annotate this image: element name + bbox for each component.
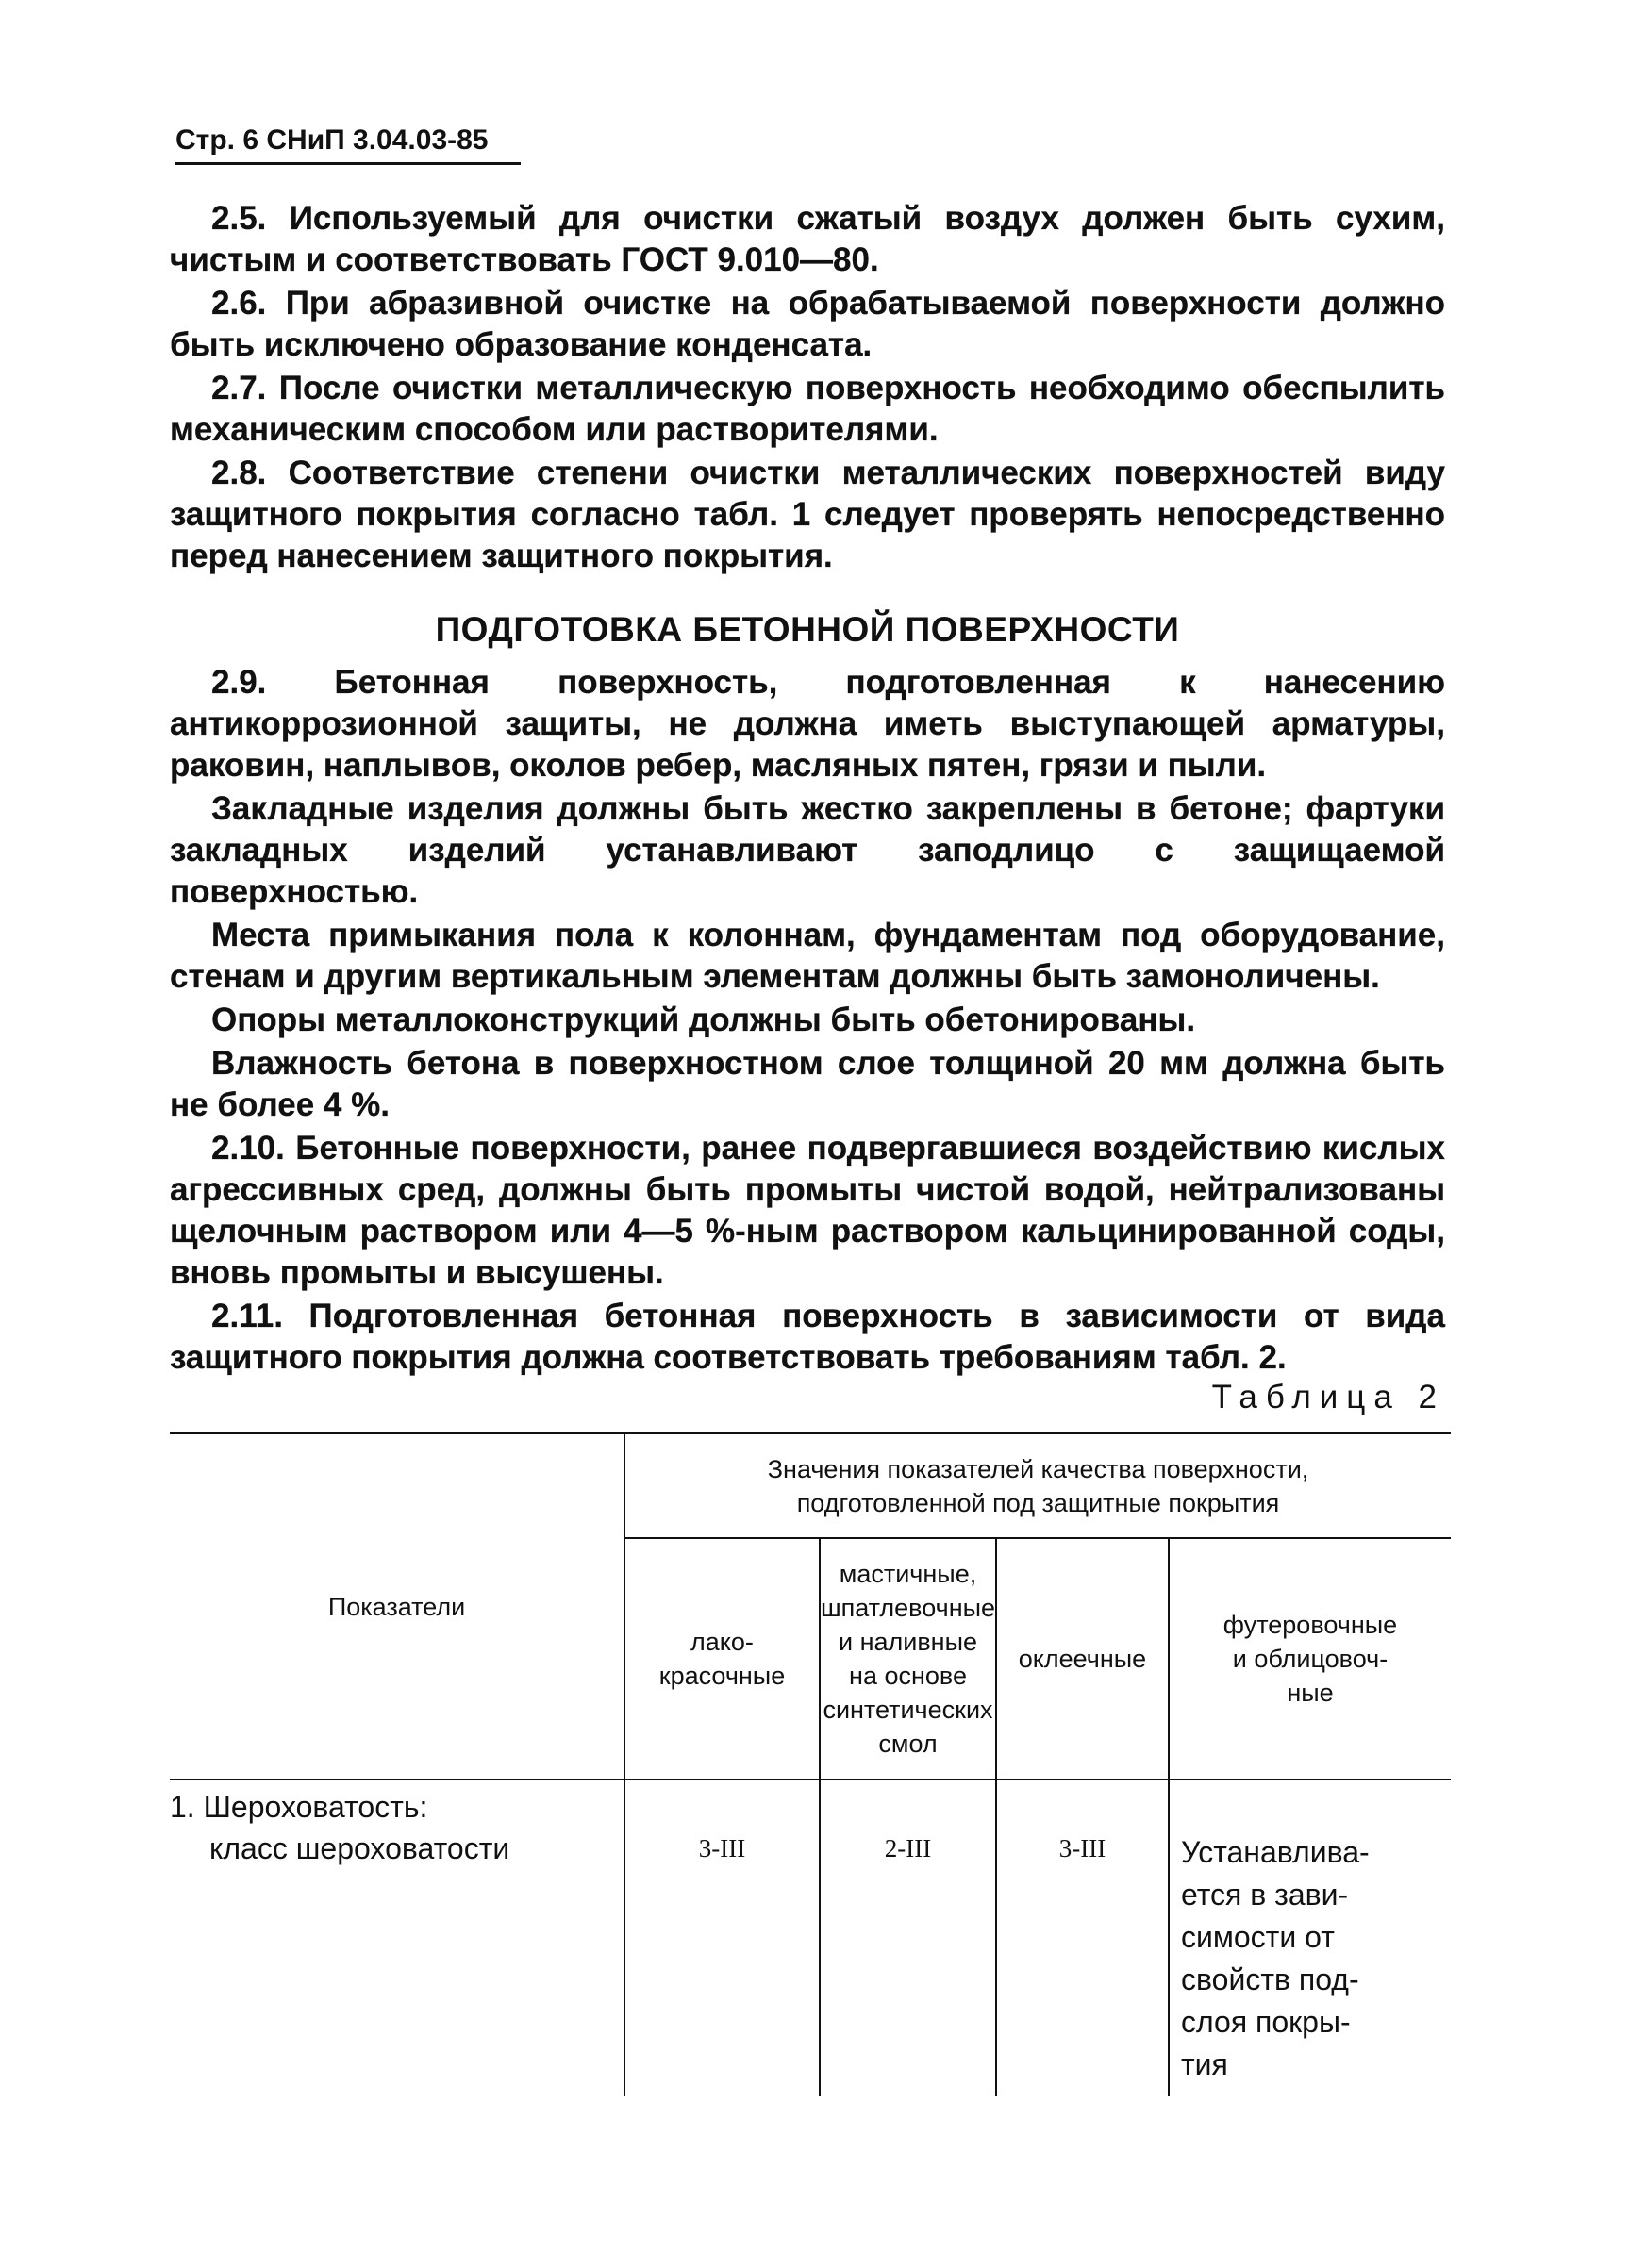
paragraph-number: 2.7. [211, 370, 267, 406]
paragraph-2-11 [170, 1296, 1445, 1379]
row-value-pasted: 3-III [1058, 1834, 1106, 1862]
paragraph-2-10 [170, 1128, 1445, 1294]
paragraph-text: Соответствие степени очистки металлических поверхностей виду защитного покрытия согласно табл. 1 следует проверять непосредственно перед нанесением защитного покрытия. [170, 455, 1445, 574]
header-indicators: Показатели [327, 1592, 466, 1621]
page-header: Стр. 6 СНиП 3.04.03-85 [175, 124, 521, 165]
paragraph-text: Бетонная поверхность, подготовленная к нанесению антикоррозионной защиты, не должна иметь выступающей арматуры, раковин, наплывов, околов ребер, масляных пятен, грязи и пыли. [170, 664, 1445, 784]
table-2 [170, 1432, 1451, 2096]
row-value-paint: 3-III [698, 1834, 746, 1862]
paragraph-floor-junctions [170, 915, 1445, 998]
row-value-mastic: 2-III [884, 1834, 932, 1862]
row-label-sub: класс шероховатости [209, 1831, 510, 1865]
paragraph-number: 2.6. [211, 285, 267, 322]
paragraph-supports [170, 1000, 1445, 1041]
document-body [170, 198, 1445, 1381]
header-col-mastic: мастичные, шпатлевочные и наливные на основе синтетических смол [820, 1560, 996, 1758]
metal-paragraphs [170, 198, 1445, 577]
paragraph-text: Закладные изделия должны быть жестко закреплены в бетоне; фартуки закладных изделий устанавливают заподлицо с защищаемой поверхностью. [170, 790, 1445, 910]
row-value-lining: Устанавлива- ется в зави- симости от свойств под- слоя покры- тия [1181, 1835, 1370, 2081]
paragraph-text: При абразивной очистке на обрабатываемой поверхности должно быть исключено образование конденсата. [170, 285, 1445, 363]
paragraph-number: 2.8. [211, 455, 267, 491]
paragraph-text: Используемый для очистки сжатый воздух должен быть сухим, чистым и соответствовать ГОСТ 9.010—80. [170, 200, 1445, 278]
paragraph-text: Опоры металлоконструкций должны быть обетонированы. [211, 1002, 1196, 1038]
paragraph-number: 2.11. [211, 1298, 283, 1334]
paragraph-number: 2.5. [211, 200, 267, 237]
header-col-paint: лако- красочные [658, 1628, 786, 1690]
header-col-lining: футеровочные и облицовоч- ные [1222, 1611, 1398, 1707]
paragraph-text: После очистки металлическую поверхность необходимо обеспылить механическим способом или растворителями. [170, 370, 1445, 448]
paragraph-2-6 [170, 283, 1445, 366]
concrete-paragraphs [170, 662, 1445, 1379]
paragraph-text: Подготовленная бетонная поверхность в зависимости от вида защитного покрытия должна соответствовать требованиям табл. 2. [170, 1298, 1445, 1376]
paragraph-2-5 [170, 198, 1445, 281]
paragraph-text: Влажность бетона в поверхностном слое толщиной 20 мм должна быть не более 4 %. [170, 1045, 1445, 1123]
table-header-rule [170, 1779, 1451, 1780]
paragraph-number: 2.10. [211, 1130, 285, 1167]
paragraph-embedded-parts [170, 788, 1445, 913]
header-group: Значения показателей качества поверхности, подготовленной под защитные покрытия [767, 1454, 1309, 1517]
row-label-title: 1. Шероховатость: [170, 1790, 428, 1824]
section-title: ПОДГОТОВКА БЕТОННОЙ ПОВЕРХНОСТИ [435, 610, 1180, 649]
paragraph-2-9 [170, 662, 1445, 786]
paragraph-2-7 [170, 368, 1445, 451]
paragraph-2-8 [170, 453, 1445, 577]
paragraph-text: Бетонные поверхности, ранее подвергавшиеся воздействию кислых агрессивных сред, должны быть промыты чистой водой, нейтрализованы щелочным раствором или 4—5 %-ным раствором кальцинированной соды, вновь промыты и высушены. [170, 1130, 1445, 1291]
table-caption: Таблица 2 [1211, 1379, 1445, 1415]
paragraph-humidity [170, 1043, 1445, 1126]
paragraph-number: 2.9. [211, 664, 267, 701]
paragraph-text: Места примыкания пола к колоннам, фундаментам под оборудование, стенам и другим вертикальным элементам должны быть замоноличены. [170, 917, 1445, 995]
header-col-pasted: оклеечные [1018, 1645, 1147, 1673]
